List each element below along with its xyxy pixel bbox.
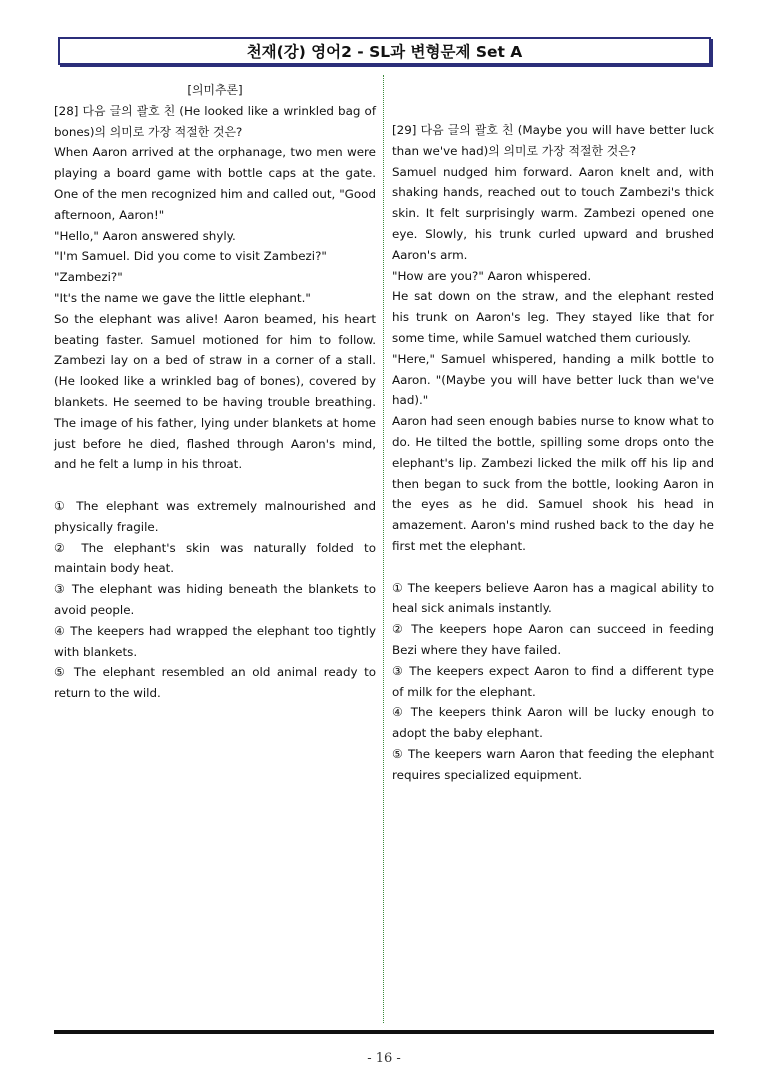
footer-rule — [54, 1030, 714, 1034]
passage-paragraph: "Zambezi?" — [54, 270, 123, 285]
page-number: - 16 - — [367, 1051, 401, 1066]
answer-choice-3: ③ The keepers expect Aaron to find a different type of milk for the elephant. — [392, 663, 714, 699]
spacer — [392, 557, 714, 578]
passage-paragraph: So the elephant was alive! Aaron beamed, his heart beating faster. Samuel motioned for him to follow. Zambezi lay on a bed of straw in a corner of a stall. (He looked like a wrinkled bag of bones), covered by blankets. He seemed to be having trouble breathing. The image of his father, lying under blankets at home just before he died, flashed through Aaron's mind, and he felt a lump in his throat. — [54, 311, 376, 472]
page-title-text: 천재(강) 영어2 - SL과 변형문제 Set A — [246, 43, 523, 61]
passage-paragraph: "Hello," Aaron answered shyly. — [54, 228, 236, 243]
section-label: [의미추론] — [187, 83, 243, 97]
passage-paragraph: "It's the name we gave the little elephant." — [54, 290, 311, 305]
answer-choice-4: ④ The keepers think Aaron will be lucky enough to adopt the baby elephant. — [392, 705, 714, 741]
answer-choice-1: ① The elephant was extremely malnourished and physically fragile. — [54, 498, 376, 534]
passage-paragraph: Samuel nudged him forward. Aaron knelt and, with shaking hands, reached out to touch Zambezi's thick skin. It felt surprisingly warm. Zambezi opened one eye. Slowly, his trunk curled upward and brushed Aaron's arm. — [392, 164, 714, 262]
spacer — [54, 475, 376, 496]
question-28-prompt: [28] 다음 글의 괄호 친 (He looked like a wrinkled bag of bones)의 의미로 가장 적절한 것은? — [54, 103, 376, 139]
column-divider — [383, 75, 384, 1023]
left-column — [54, 80, 376, 704]
right-column — [392, 80, 714, 786]
passage-paragraph: Aaron had seen enough babies nurse to know what to do. He tilted the bottle, spilling some drops onto the elephant's lip. Zambezi licked the milk off his lip and then began to suck from the bottle, looking Aaron in the eyes as he did. Samuel shook his head in amazement. Aaron's mind rushed back to the day he first met the elephant. — [392, 414, 714, 553]
question-29-prompt: [29] 다음 글의 괄호 친 (Maybe you will have better luck than we've had)의 의미로 가장 적절한 것은? — [392, 123, 714, 158]
passage-paragraph: When Aaron arrived at the orphanage, two men were playing a board game with bottle caps at the gate. One of the men recognized him and called out, "Good afternoon, Aaron!" — [54, 145, 376, 222]
answer-choice-4: ④ The keepers had wrapped the elephant too tightly with blankets. — [54, 623, 376, 659]
passage-paragraph: "Here," Samuel whispered, handing a milk bottle to Aaron. "(Maybe you will have better luck than we've had)." — [392, 351, 714, 408]
answer-choice-1: ① The keepers believe Aaron has a magical ability to heal sick animals instantly. — [392, 580, 714, 616]
answer-choice-3: ③ The elephant was hiding beneath the blankets to avoid people. — [54, 582, 376, 617]
answer-choice-5: ⑤ The elephant resembled an old animal ready to return to the wild. — [54, 665, 376, 701]
passage-paragraph: He sat down on the straw, and the elephant rested his trunk on Aaron's leg. They stayed like that for some time, while Samuel watched them curiously. — [392, 289, 714, 345]
passage-paragraph: "I'm Samuel. Did you come to visit Zambezi?" — [54, 249, 327, 264]
answer-choice-5: ⑤ The keepers warn Aaron that feeding the elephant requires specialized equipment. — [392, 746, 714, 782]
page-title — [58, 37, 711, 65]
answer-choice-2: ② The elephant's skin was naturally folded to maintain body heat. — [54, 540, 376, 576]
passage-paragraph: "How are you?" Aaron whispered. — [392, 268, 592, 283]
answer-choice-2: ② The keepers hope Aaron can succeed in feeding Bezi where they have failed. — [392, 622, 714, 657]
spacer — [392, 80, 714, 120]
